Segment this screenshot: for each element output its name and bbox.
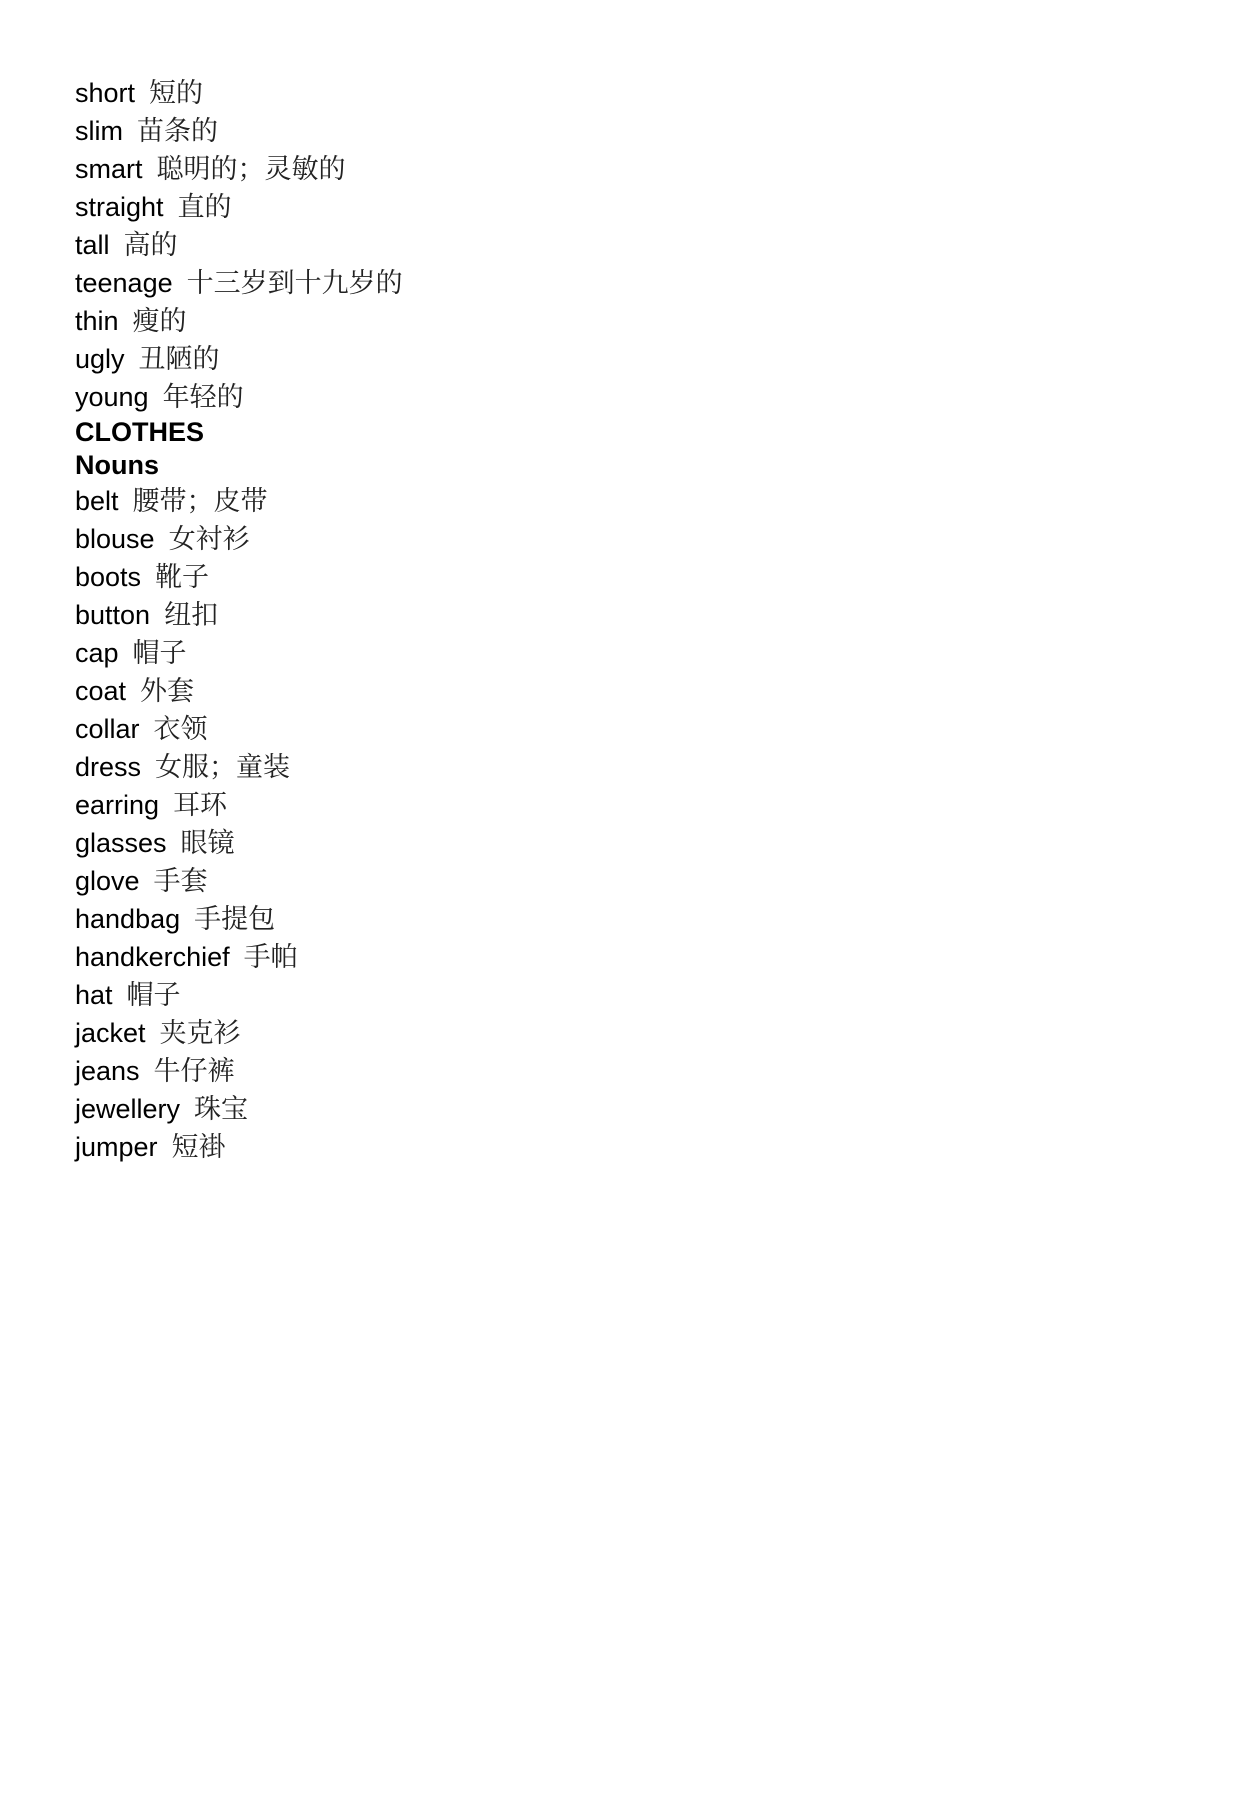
chinese-meaning: 牛仔裤 — [153, 1056, 235, 1087]
english-word: boots — [75, 562, 142, 592]
english-word: smart — [75, 154, 143, 184]
english-word: ugly — [75, 344, 125, 374]
english-word: jeans — [75, 1056, 140, 1086]
vocabulary-entry — [75, 482, 1175, 520]
chinese-meaning: 夹克衫 — [159, 1018, 241, 1049]
english-word: jewellery — [75, 1094, 181, 1124]
vocabulary-entry — [75, 900, 1175, 938]
chinese-meaning: 腰带；皮带 — [132, 486, 268, 517]
chinese-meaning: 靴子 — [155, 562, 210, 593]
vocabulary-entry — [75, 824, 1175, 862]
english-word: coat — [75, 676, 127, 706]
chinese-meaning: 帽子 — [126, 980, 181, 1011]
english-word: glasses — [75, 828, 167, 858]
vocabulary-entry — [75, 748, 1175, 786]
chinese-meaning: 衣领 — [153, 714, 208, 745]
vocabulary-entry — [75, 340, 1175, 378]
chinese-meaning: 丑陋的 — [138, 344, 220, 375]
english-word: handbag — [75, 904, 181, 934]
vocabulary-entry — [75, 1090, 1175, 1128]
vocabulary-entry — [75, 786, 1175, 824]
chinese-meaning: 女衬衫 — [168, 524, 250, 555]
chinese-meaning: 苗条的 — [137, 116, 218, 147]
vocabulary-entry — [75, 1128, 1175, 1166]
vocabulary-entry — [75, 862, 1175, 900]
section-heading — [75, 449, 1175, 482]
vocabulary-entry — [75, 302, 1175, 340]
chinese-meaning: 聪明的；灵敏的 — [156, 154, 346, 185]
chinese-meaning: 瘦的 — [132, 306, 187, 337]
chinese-meaning: 手提包 — [194, 904, 276, 935]
vocabulary-entry — [75, 558, 1175, 596]
english-word: cap — [75, 638, 119, 668]
vocabulary-list — [75, 74, 1175, 1166]
vocabulary-entry — [75, 378, 1175, 416]
chinese-meaning: 短褂 — [171, 1132, 226, 1163]
vocabulary-entry — [75, 976, 1175, 1014]
english-word: earring — [75, 790, 160, 820]
chinese-meaning: 外套 — [140, 676, 195, 707]
heading-text: CLOTHES — [75, 417, 205, 447]
english-word: straight — [75, 192, 164, 222]
chinese-meaning: 手帕 — [243, 942, 298, 973]
chinese-meaning: 直的 — [177, 192, 232, 223]
vocabulary-entry — [75, 150, 1175, 188]
vocabulary-entry — [75, 112, 1175, 150]
vocabulary-entry — [75, 1052, 1175, 1090]
vocabulary-entry — [75, 188, 1175, 226]
vocabulary-entry — [75, 938, 1175, 976]
chinese-meaning: 帽子 — [132, 638, 187, 669]
vocabulary-entry — [75, 1014, 1175, 1052]
vocabulary-entry — [75, 672, 1175, 710]
english-word: belt — [75, 486, 119, 516]
heading-text: Nouns — [75, 450, 159, 480]
english-word: blouse — [75, 524, 155, 554]
english-word: dress — [75, 752, 142, 782]
chinese-meaning: 耳环 — [173, 790, 228, 821]
vocabulary-entry — [75, 596, 1175, 634]
english-word: button — [75, 600, 151, 630]
vocabulary-entry — [75, 634, 1175, 672]
chinese-meaning: 高的 — [123, 230, 178, 261]
chinese-meaning: 女服；童装 — [155, 752, 291, 783]
vocabulary-entry — [75, 710, 1175, 748]
english-word: jumper — [75, 1132, 158, 1162]
section-heading — [75, 416, 1175, 449]
chinese-meaning: 珠宝 — [194, 1094, 249, 1125]
chinese-meaning: 年轻的 — [162, 382, 244, 413]
english-word: handkerchief — [75, 942, 230, 972]
english-word: slim — [75, 116, 123, 146]
chinese-meaning: 纽扣 — [164, 600, 219, 631]
chinese-meaning: 手套 — [153, 866, 208, 897]
english-word: collar — [75, 714, 140, 744]
chinese-meaning: 眼镜 — [180, 828, 235, 859]
vocabulary-entry — [75, 226, 1175, 264]
english-word: hat — [75, 980, 113, 1010]
english-word: short — [75, 78, 136, 108]
vocabulary-entry — [75, 264, 1175, 302]
chinese-meaning: 短的 — [149, 78, 204, 109]
english-word: young — [75, 382, 149, 412]
english-word: thin — [75, 306, 119, 336]
english-word: teenage — [75, 268, 173, 298]
vocabulary-entry — [75, 74, 1175, 112]
vocabulary-entry — [75, 520, 1175, 558]
chinese-meaning: 十三岁到十九岁的 — [186, 268, 403, 299]
english-word: jacket — [75, 1018, 146, 1048]
english-word: tall — [75, 230, 110, 260]
english-word: glove — [75, 866, 140, 896]
